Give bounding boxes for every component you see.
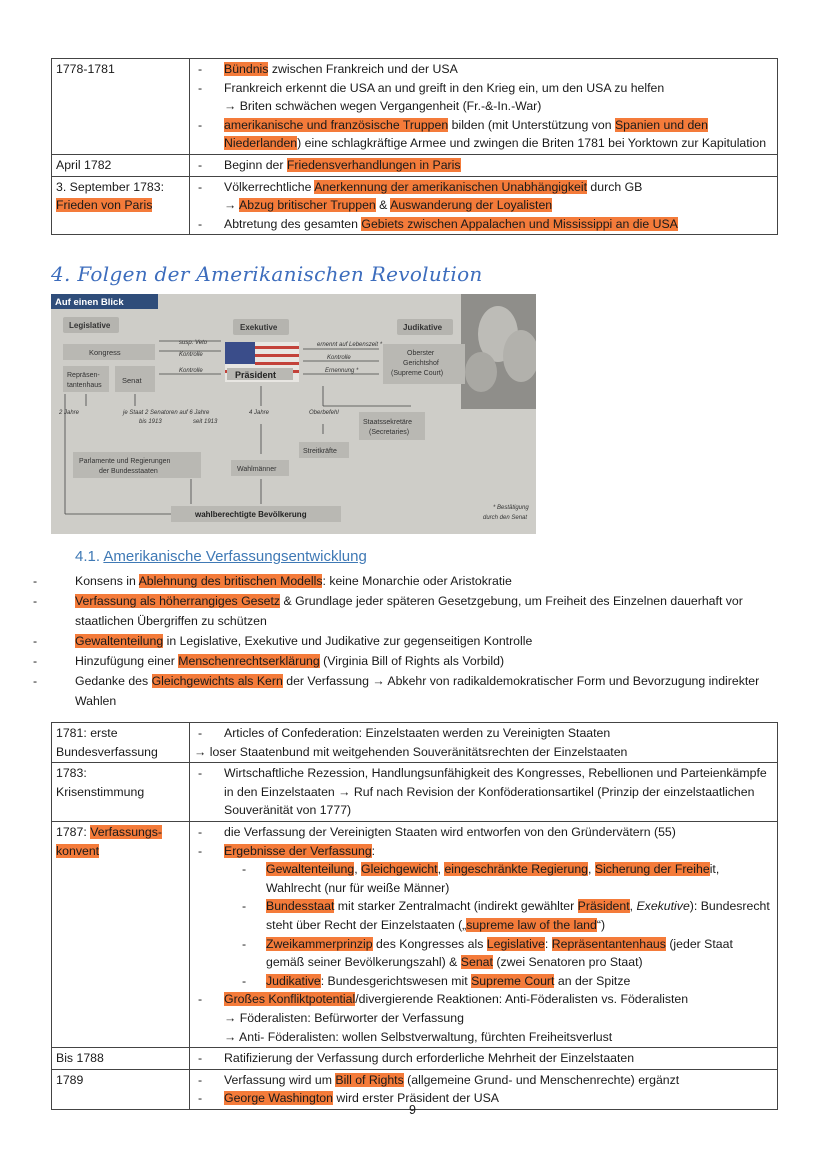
list-item [194, 1028, 773, 1047]
highlighted-text: Präsident [577, 899, 630, 914]
list-item: - Ergebnisse der Verfassung: [198, 843, 376, 858]
list-item: - Wirtschaftliche Rezession, Handlungsunfähigkeit des Kongresses, Rebellionen und Parteienkämpfe in den Einzelstaaten → Ruf nach Revision der Konföderationsartikel (Prinzip der einzelstaatlichen Souveränität von 1777) [198, 766, 767, 818]
streitkraefte-label: Streitkräfte [303, 448, 337, 455]
text-fragment: des Kongresses als [372, 936, 487, 951]
veto-label: susp. Veto [179, 340, 208, 346]
text-fragment: Wirtschaftliche Rezession, Handlungsunfähigkeit des Kongresses, Rebellionen und Parteienkämpfe in den Einzelstaaten → Ruf nach Revision der Konföderationsartikel (Prinzip der einzelstaatlichen Souveränität von 1777) [224, 766, 767, 818]
list-item: - Völkerrechtliche Anerkennung der amerikanischen Unabhängigkeit durch GB [198, 179, 643, 194]
highlighted-text: Abzug britischer Truppen [239, 198, 376, 213]
text-fragment: ): Bundesrecht steht über Recht der Einzelstaaten („ [266, 899, 770, 932]
table-row [52, 763, 778, 822]
highlighted-text: Gebiets zwischen Appalachen und Mississippi an die USA [361, 216, 678, 231]
jahre2-label: 2 Jahre [59, 410, 80, 416]
constitution-diagram [51, 294, 536, 534]
text-fragment: Konsens in [75, 574, 139, 588]
date-text: Frieden von Paris [56, 198, 153, 213]
text-fragment: “) [596, 917, 606, 932]
content-cell [190, 821, 778, 1047]
oberbefehl-label: Oberbefehl [309, 410, 339, 416]
highlighted-text: Bundesstaat [266, 899, 335, 914]
court-label-1: Oberster [407, 350, 435, 357]
text-fragment: (zwei Senatoren pro Staat) [492, 955, 643, 970]
date-cell [52, 1048, 190, 1070]
list-item: - Gedanke des Gleichgewichts als Kern der Verfassung → Abkehr von radikaldemokratischer Form und Bevorzugung indirekter Wahlen [33, 674, 760, 708]
text-fragment: wird erster Präsident der USA [332, 1091, 499, 1106]
text-fragment: der Verfassung → Abkehr von radikaldemokratischer Form und Bevorzugung indirekter Wahlen [75, 674, 760, 708]
list-item: - Bundesstaat mit starker Zentralmacht (indirekt gewählter Präsident, Exekutive): Bundesrecht steht über Recht der Einzelstaaten („supreme law of the land“) [242, 899, 770, 932]
text-fragment: Hinzufügung einer [75, 654, 179, 668]
text-fragment: : Bundesgerichtswesen mit [320, 973, 472, 988]
je-staat-label: je Staat 2 Senatoren auf 6 Jahre [123, 410, 210, 416]
subsection-title-text: Amerikanische Verfassungsentwicklung [103, 548, 367, 565]
section-title: 4. Folgen der Amerikanischen Revolution [51, 262, 483, 286]
highlighted-text: George Washington [224, 1091, 333, 1106]
highlighted-text: Gleichgewichts als Kern [151, 674, 283, 688]
highlighted-text: eingeschränkte Regierung [444, 862, 588, 877]
seit1913-label: seit 1913 [193, 419, 218, 425]
list-item [194, 196, 773, 215]
highlighted-text: Gleichgewicht [361, 862, 438, 877]
date-text: Bis 1788 [56, 1051, 104, 1066]
highlighted-text: Zweikammerprinzip [266, 936, 373, 951]
content-cell [190, 723, 778, 763]
text-fragment: Frankreich erkennt die USA an und greift in den Krieg ein, um den USA zu helfen [224, 80, 665, 95]
text-fragment: /divergierende Reaktionen: Anti-Föderalisten vs. Föderalisten [355, 992, 689, 1007]
highlighted-text: Gewaltenteilung [75, 634, 164, 648]
highlighted-text: Anerkennung der amerikanischen Unabhängigkeit [314, 179, 587, 194]
text-fragment: in Legislative, Exekutive und Judikative zur gegenseitigen Kontrolle [163, 634, 533, 648]
date-text: April 1782 [56, 157, 112, 172]
highlighted-text: Spanien und den Niederlanden [224, 117, 708, 151]
list-item: - Konsens in Ablehnung des britischen Modells: keine Monarchie oder Aristokratie [33, 574, 512, 588]
list-item: - Ratifizierung der Verfassung durch erforderliche Mehrheit der Einzelstaaten [198, 1051, 635, 1066]
sek-label-1: Staatssekretäre [363, 419, 413, 426]
list-item: - Frankreich erkennt die USA an und greift in den Krieg ein, um den USA zu helfen [198, 80, 665, 95]
highlighted-text: Ergebnisse der Verfassung [224, 843, 372, 858]
text-fragment: & Grundlage jeder späteren Gesetzgebung, um Freiheit des Einzelnen dauerhaft vor staatlichen Übergriffen zu schützen [75, 594, 743, 628]
highlighted-text: Gewaltenteilung [266, 862, 355, 877]
repr-label-2: tantenhaus [67, 382, 102, 389]
court-label-2: Gerichtshof [403, 360, 439, 367]
text-fragment: → Anti- Föderalisten: wollen Selbstverwaltung, fürchten Freiheitsverlust [224, 1029, 613, 1044]
table-row [52, 723, 778, 763]
text-fragment: , [588, 862, 595, 877]
date-cell [52, 176, 190, 235]
text-fragment: 1787: [56, 824, 91, 839]
date-cell [52, 821, 190, 1047]
highlighted-text: Auswanderung der Loyalisten [390, 198, 553, 213]
content-cell [190, 59, 778, 155]
highlighted-text: Sicherung der Freihe [594, 862, 710, 877]
page-number: 9 [409, 1103, 416, 1117]
table-row [52, 59, 778, 155]
bis1913-label: bis 1913 [139, 419, 162, 425]
text-fragment: mit starker Zentralmacht (indirekt gewählter [334, 899, 578, 914]
date-text: 1789 [56, 1072, 84, 1087]
list-item: - die Verfassung der Vereinigten Staaten wird entworfen von den Gründervätern (55) [198, 824, 676, 839]
text-fragment: die Verfassung der Vereinigten Staaten wird entworfen von den Gründervätern (55) [224, 824, 676, 839]
highlighted-text: Legislative [486, 936, 545, 951]
consensus-bullet-list [33, 571, 783, 711]
senat-label: Senat [122, 376, 142, 385]
subsection-number: 4.1. [75, 548, 104, 565]
list-item: - Gewaltenteilung in Legislative, Exekutive und Judikative zur gegenseitigen Kontrolle [33, 634, 533, 648]
highlighted-text: Verfassung als höherrangiges Gesetz [75, 594, 281, 608]
text-fragment: → loser Staatenbund mit weitgehenden Souveränitätsrechten der Einzelstaaten [194, 744, 628, 759]
date-text: 1778-1781 [56, 62, 115, 76]
content-cell [190, 763, 778, 822]
content-cell [190, 176, 778, 235]
parl-label-2: der Bundesstaaten [99, 468, 158, 475]
subsection-title [75, 548, 367, 565]
list-item [194, 1009, 773, 1028]
text-fragment: Verfassung wird um [224, 1072, 336, 1087]
bevoelkerung-label: wahlberechtigte Bevölkerung [195, 510, 307, 519]
text-fragment: , [629, 899, 637, 914]
text-fragment: & [375, 198, 391, 213]
date-cell [52, 154, 190, 176]
highlighted-text: Bündnis [224, 62, 269, 76]
text-fragment: Beginn der [224, 157, 287, 172]
kontrolle-label-2: Kontrolle [179, 368, 203, 374]
list-item: - Beginn der Friedensverhandlungen in Paris [198, 157, 461, 172]
text-fragment: , [354, 862, 362, 877]
ernannt-label: ernennt auf Lebenszeit * [317, 342, 383, 348]
text-fragment: → Föderalisten: Befürworter der Verfassung [224, 1010, 464, 1025]
parl-label-1: Parlamente und Regierungen [79, 458, 171, 465]
content-cell [190, 1069, 778, 1109]
court-label-3: (Supreme Court) [391, 370, 444, 377]
date-text: Bundesverfassung [56, 744, 158, 759]
text-fragment: : [371, 843, 376, 858]
date-cell [52, 1069, 190, 1109]
content-cell [190, 154, 778, 176]
timeline-table-revolution [51, 58, 778, 235]
date-cell [52, 723, 190, 763]
list-item: - Judikative: Bundesgerichtswesen mit Supreme Court an der Spitze [242, 973, 631, 988]
judicative-label: Judikative [403, 323, 443, 332]
date-cell [52, 59, 190, 155]
text-fragment: durch GB [587, 179, 643, 194]
text-fragment: Articles of Confederation: Einzelstaaten werden zu Vereinigten Staaten [224, 726, 611, 740]
text-fragment: Gedanke des [75, 674, 152, 688]
list-item [194, 97, 773, 116]
text-fragment: Völkerrechtliche [224, 179, 315, 194]
text-fragment: zwischen Frankreich und der USA [268, 62, 458, 76]
list-item: - George Washington wird erster Präsident der USA [198, 1091, 499, 1106]
highlighted-text: konvent [56, 843, 100, 858]
table-row [52, 154, 778, 176]
highlighted-text: Großes Konfliktpotential [224, 992, 356, 1007]
list-item: - Articles of Confederation: Einzelstaaten werden zu Vereinigten Staaten [198, 726, 611, 740]
list-item: - Gewaltenteilung, Gleichgewicht, eingeschränkte Regierung, Sicherung der Freiheit, Wahlrecht (nur für weiße Männer) [242, 862, 720, 895]
legislative-label: Legislative [69, 321, 111, 330]
table-row [52, 821, 778, 1047]
jahre4-label: 4 Jahre [249, 410, 270, 416]
list-item: - Zweikammerprinzip des Kongresses als Legislative: Repräsentantenhaus (jeder Staat gemäß seiner Bevölkerungszahl) & Senat (zwei Senatoren pro Staat) [242, 936, 733, 970]
diagram-header: Auf einen Blick [55, 297, 124, 308]
kontrolle-label-3: Kontrolle [327, 355, 351, 361]
list-item: - Großes Konfliktpotential/divergierende Reaktionen: Anti-Föderalisten vs. Föderalisten [198, 992, 689, 1007]
kongress-label: Kongress [89, 348, 121, 357]
wahlmaenner-label: Wahlmänner [237, 466, 277, 473]
text-fragment: Ratifizierung der Verfassung durch erforderliche Mehrheit der Einzelstaaten [224, 1051, 635, 1066]
text-fragment: : [544, 936, 552, 951]
date-text: 1783: [56, 766, 87, 781]
text-fragment: bilden (mit Unterstützung von [448, 117, 615, 132]
text-fragment: it, Wahlrecht (nur für weiße Männer) [266, 862, 720, 895]
date-text: 3. September 1783: [56, 179, 165, 194]
list-item: - Hinzufügung einer Menschenrechtserklärung (Virginia Bill of Rights als Vorbild) [33, 654, 505, 668]
text-fragment: → Briten schwächen wegen Vergangenheit (Fr.-&-In.-War) [224, 99, 542, 114]
list-item: - Verfassung als höherrangiges Gesetz & Grundlage jeder späteren Gesetzgebung, um Freiheit des Einzelnen dauerhaft vor staatlichen Übergriffen zu schützen [33, 594, 743, 628]
kontrolle-label-1: Kontrolle [179, 352, 203, 358]
praesident-label: Präsident [235, 370, 277, 380]
text-fragment: (allgemeine Grund- und Menschenrechte) ergänzt [403, 1072, 680, 1087]
list-item: - Verfassung wird um Bill of Rights (allgemeine Grund- und Menschenrechte) ergänzt [198, 1072, 680, 1087]
text-fragment: Abtretung des gesamten [224, 216, 362, 231]
date-cell [52, 763, 190, 822]
content-cell [190, 1048, 778, 1070]
repr-label-1: Repräsen- [67, 372, 100, 379]
text-fragment: ) eine schlagkräftige Armee und zwingen die Briten 1781 bei Yorktown zur Kapitulation [297, 136, 767, 151]
sek-label-2: (Secretaries) [369, 429, 410, 436]
highlighted-text: Menschenrechtserklärung [178, 654, 320, 668]
text-fragment: : keine Monarchie oder Aristokratie [322, 574, 512, 588]
date-text: Krisenstimmung [56, 784, 145, 799]
highlighted-text: Supreme Court [471, 973, 555, 988]
text-fragment: , [437, 862, 445, 877]
note-label-2: durch den Senat [483, 515, 528, 521]
highlighted-text: Repräsentantenhaus [551, 936, 666, 951]
text-fragment: an der Spitze [554, 973, 631, 988]
highlighted-text: supreme law of the land [466, 917, 597, 932]
timeline-table-constitution [51, 722, 778, 1110]
table-row [52, 1048, 778, 1070]
list-item: - Abtretung des gesamten Gebiets zwischen Appalachen und Mississippi an die USA [198, 216, 678, 231]
ernennung-label: Ernennung * [325, 368, 359, 374]
highlighted-text: Friedensverhandlungen in Paris [286, 157, 461, 172]
highlighted-text: Judikative [266, 973, 321, 988]
text-fragment: → [224, 198, 240, 213]
diagram-svg [51, 294, 536, 534]
highlighted-text: amerikanische und französische Truppen [224, 117, 449, 132]
text-fragment: Exekutive [636, 899, 690, 914]
highlighted-text: Verfassungs- [90, 824, 162, 839]
text-fragment: (Virginia Bill of Rights als Vorbild) [319, 654, 505, 668]
text-fragment: (jeder Staat gemäß seiner Bevölkerungszahl) & [266, 936, 733, 970]
list-item: - amerikanische und französische Truppen bilden (mit Unterstützung von Spanien und den Niederlanden) eine schlagkräftige Armee und zwingen die Briten 1781 bei Yorktown zur Kapitulation [198, 117, 767, 151]
table-row [52, 176, 778, 235]
highlighted-text: Senat [460, 955, 493, 970]
highlighted-text: Ablehnung des britischen Modells [138, 574, 323, 588]
note-label-1: * Bestätigung [493, 505, 529, 511]
date-text: 1781: erste [56, 726, 118, 740]
highlighted-text: Bill of Rights [335, 1072, 404, 1087]
executive-label: Exekutive [240, 323, 278, 332]
list-item [194, 743, 773, 762]
list-item: - Bündnis zwischen Frankreich und der USA [198, 62, 458, 76]
